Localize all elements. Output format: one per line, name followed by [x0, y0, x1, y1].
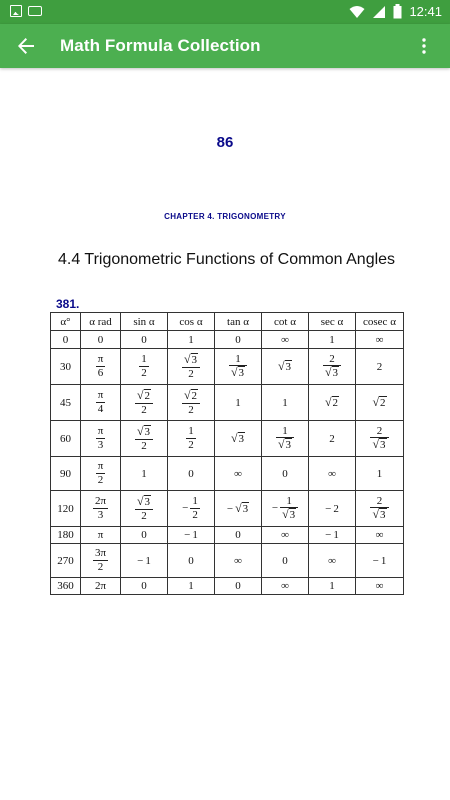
table-row [51, 491, 404, 527]
overflow-menu-button[interactable] [404, 26, 444, 66]
signal-icon [372, 5, 386, 19]
table-row [51, 527, 404, 544]
notification-icons [10, 5, 42, 17]
table-cell: − 2 [309, 491, 356, 527]
table-cell: 60 [51, 421, 81, 457]
page-number: 86 [216, 134, 234, 151]
table-cell: 0 [51, 331, 81, 349]
system-icons [349, 4, 442, 19]
table-cell: $\frac{\pi}{3}$ [81, 421, 121, 457]
table-cell: ∞ [215, 544, 262, 578]
table-cell: $\frac{1}{√3}$ [215, 349, 262, 385]
table-cell: 0 [215, 527, 262, 544]
table-cell: ∞ [262, 527, 309, 544]
image-notification-icon [10, 5, 22, 17]
header-cell: α° [51, 313, 81, 331]
app-title: Math Formula Collection [60, 36, 261, 55]
wifi-icon [349, 5, 365, 19]
table-cell: $\frac{\pi}{6}$ [81, 349, 121, 385]
table-cell: $\frac{\pi}{4}$ [81, 385, 121, 421]
table-cell: $\frac{1}{√3}$ [262, 421, 309, 457]
table-cell: 2 [309, 421, 356, 457]
table-cell: 360 [51, 578, 81, 595]
table-cell: 0 [262, 544, 309, 578]
table-cell: 90 [51, 457, 81, 491]
table-row [51, 578, 404, 595]
table-cell: ∞ [356, 331, 404, 349]
status-time: 12:41 [409, 4, 442, 19]
table-cell: $\frac{2}{√3}$ [356, 421, 404, 457]
table-row [51, 544, 404, 578]
table-cell: 120 [51, 491, 81, 527]
table-cell: 270 [51, 544, 81, 578]
header-cell: cos α [168, 313, 215, 331]
header-cell: cot α [262, 313, 309, 331]
table-cell: 1 [262, 385, 309, 421]
table-cell: $\frac{2\pi}{3}$ [81, 491, 121, 527]
table-cell: 0 [168, 544, 215, 578]
table-cell: 0 [262, 457, 309, 491]
table-row [51, 421, 404, 457]
table-cell: 180 [51, 527, 81, 544]
table-cell: 45 [51, 385, 81, 421]
table-cell: ∞ [356, 578, 404, 595]
table-cell: − 1 [121, 544, 168, 578]
table-cell: 0 [121, 578, 168, 595]
app-bar [0, 24, 450, 68]
table-cell: √3 [262, 349, 309, 385]
table-cell: 2π [81, 578, 121, 595]
table-cell: 1 [168, 578, 215, 595]
table-cell: ∞ [309, 544, 356, 578]
table-cell: 0 [215, 331, 262, 349]
chapter-header: CHAPTER 4. TRIGONOMETRY [164, 212, 286, 221]
keyboard-notification-icon [28, 6, 42, 16]
table-cell: ∞ [309, 457, 356, 491]
formula-number: 381. [56, 297, 80, 311]
table-cell: 1 [215, 385, 262, 421]
table-cell: 30 [51, 349, 81, 385]
more-vert-icon [422, 38, 426, 54]
header-cell: α rad [81, 313, 121, 331]
section-title: 4.4 Trigonometric Functions of Common Angles [58, 251, 396, 268]
table-cell: 0 [121, 331, 168, 349]
header-cell: sin α [121, 313, 168, 331]
table-cell: $\frac{√3}{2}$ [121, 421, 168, 457]
table-cell: ∞ [215, 457, 262, 491]
table-cell: √2 [356, 385, 404, 421]
table-cell: 1 [309, 331, 356, 349]
table-cell: ∞ [262, 331, 309, 349]
header-cell: tan α [215, 313, 262, 331]
header-cell: sec α [309, 313, 356, 331]
table-cell: $\frac{√2}{2}$ [121, 385, 168, 421]
table-cell: $\frac{1}{2}$ [168, 421, 215, 457]
table-cell: ∞ [356, 527, 404, 544]
table-cell: $\frac{\pi}{2}$ [81, 457, 121, 491]
table-cell: $\frac{√3}{2}$ [168, 349, 215, 385]
table-cell: − √3 [215, 491, 262, 527]
table-cell: 0 [81, 331, 121, 349]
table-cell: √2 [309, 385, 356, 421]
table-cell: 1 [309, 578, 356, 595]
table-cell: √3 [215, 421, 262, 457]
trig-values-table [50, 312, 404, 595]
table-body [51, 331, 404, 595]
table-cell: 0 [168, 457, 215, 491]
status-bar [0, 0, 450, 24]
table-cell: ∞ [262, 578, 309, 595]
table-cell: 0 [215, 578, 262, 595]
table-cell: $\frac{√2}{2}$ [168, 385, 215, 421]
table-header-row [51, 313, 404, 331]
table-cell: − $\frac{1}{√3}$ [262, 491, 309, 527]
table-cell: − 1 [168, 527, 215, 544]
battery-icon [393, 4, 402, 19]
table-cell: 0 [121, 527, 168, 544]
table-cell: 1 [121, 457, 168, 491]
table-row [51, 385, 404, 421]
table-cell: π [81, 527, 121, 544]
table-cell: $\frac{1}{2}$ [121, 349, 168, 385]
table-cell: $\frac{√3}{2}$ [121, 491, 168, 527]
table-cell: $\frac{2}{√3}$ [309, 349, 356, 385]
table-cell: 1 [168, 331, 215, 349]
header-cell: cosec α [356, 313, 404, 331]
table-cell: − 1 [356, 544, 404, 578]
table-cell: 2 [356, 349, 404, 385]
table-cell: $\frac{2}{√3}$ [356, 491, 404, 527]
table-row [51, 457, 404, 491]
table-row [51, 349, 404, 385]
arrow-back-icon [17, 37, 35, 55]
table-row [51, 331, 404, 349]
table-cell: − 1 [309, 527, 356, 544]
back-button[interactable] [6, 26, 46, 66]
table-cell: $\frac{3\pi}{2}$ [81, 544, 121, 578]
table-cell: − $\frac{1}{2}$ [168, 491, 215, 527]
table-cell: 1 [356, 457, 404, 491]
